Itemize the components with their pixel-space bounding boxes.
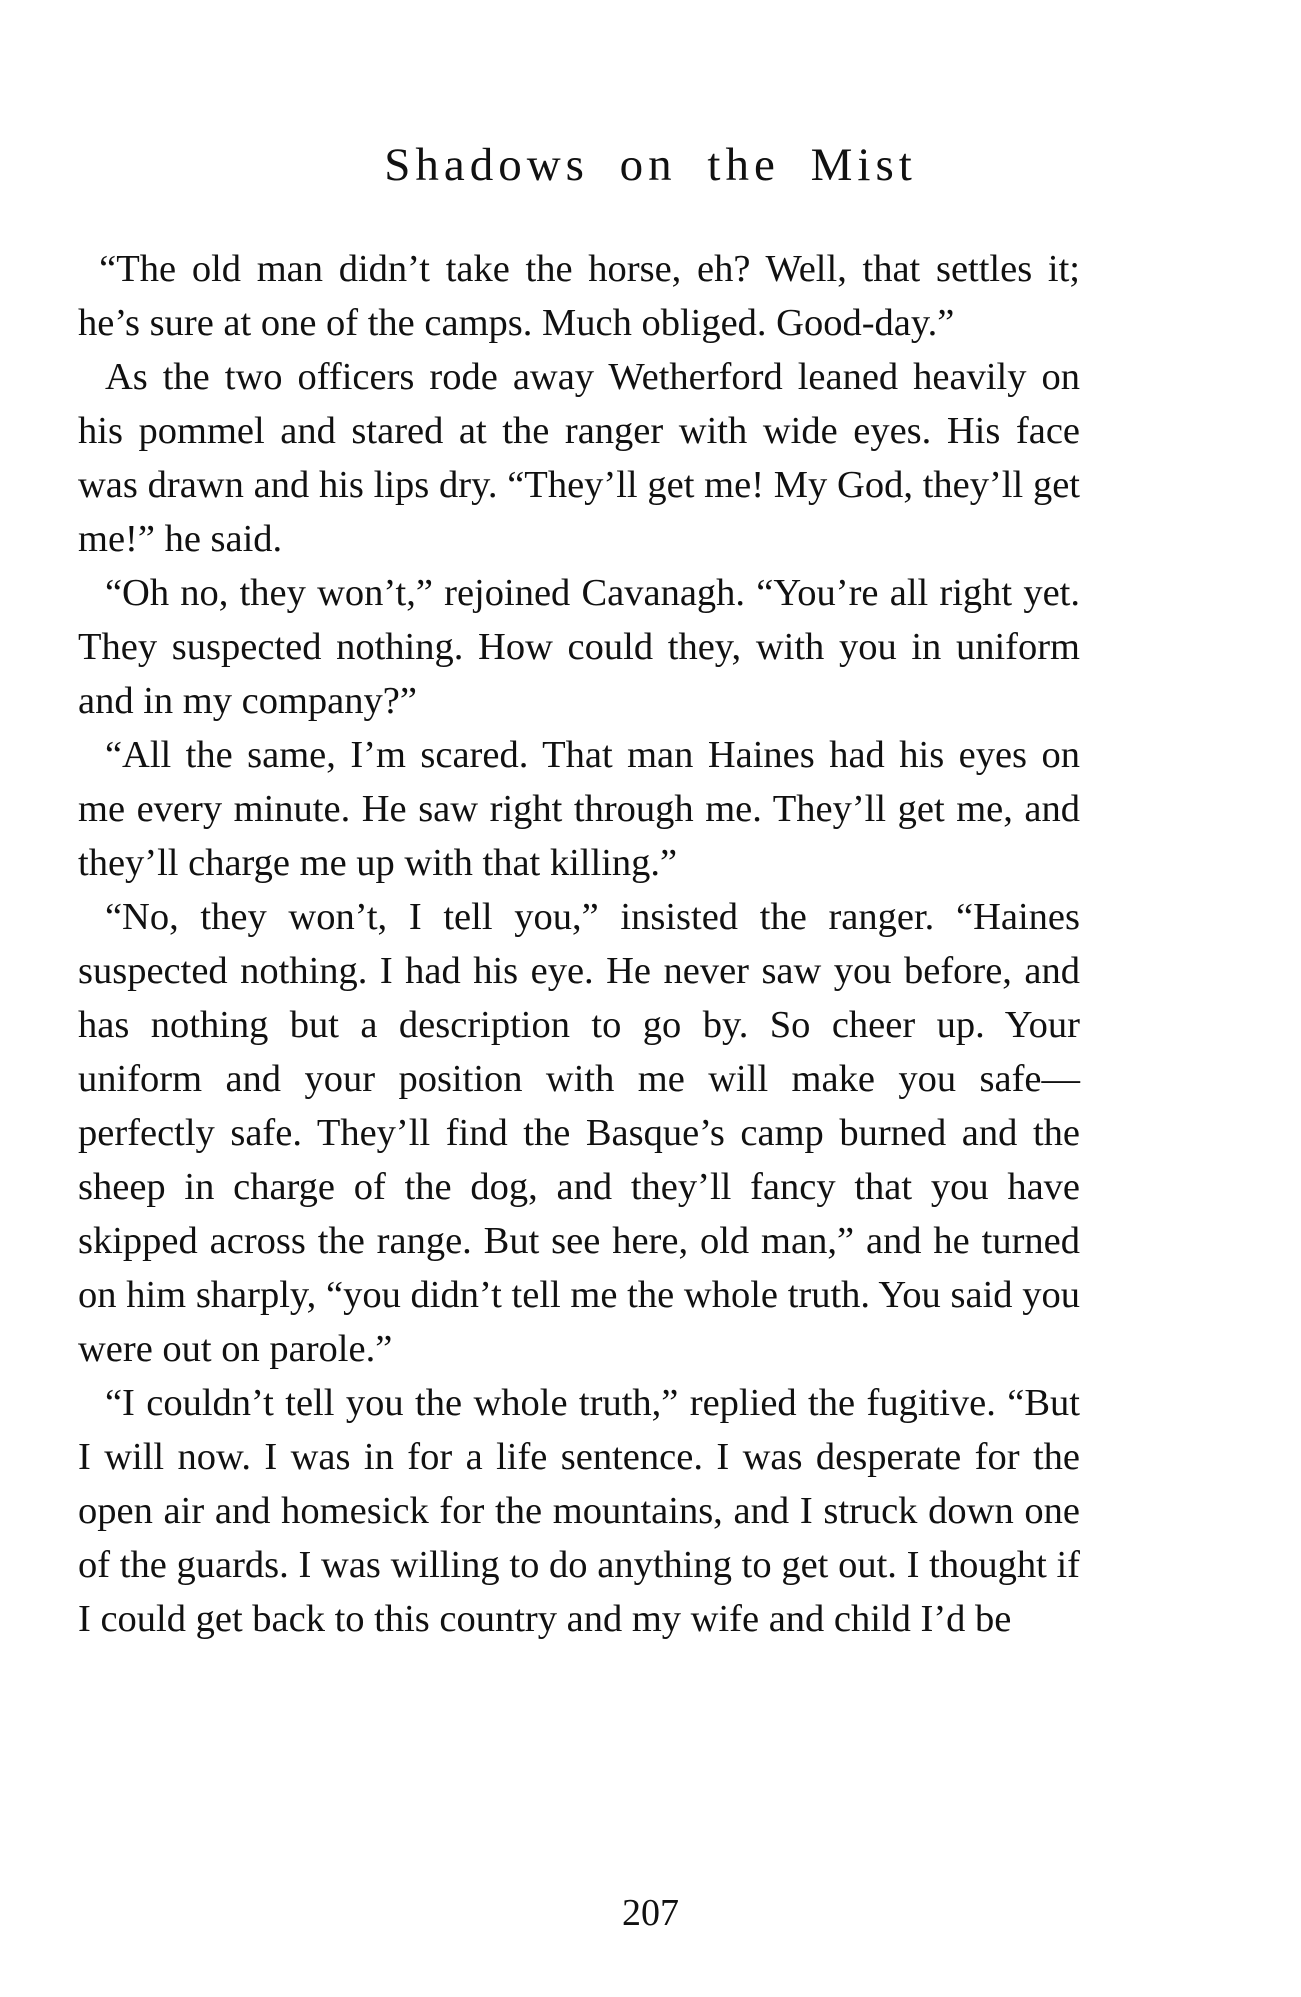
paragraph: “The old man didn’t take the horse, eh? Well, that settles it; he’s sure at one of the camps. Much obliged. Good-day.” bbox=[78, 248, 1080, 344]
page-number: 207 bbox=[622, 1892, 679, 1934]
paragraph: “No, they won’t, I tell you,” insisted the ranger. “Haines suspected nothing. I had his eye. He never saw you before, and has nothing but a description to go by. So cheer up. Your uniform and your position with me will make you safe—perfectly safe. They’ll find the Basque’s camp burned and the sheep in charge of the dog, and they’ll fancy that you have skipped across the range. But see here, old man,” and he turned on him sharply, “you didn’t tell me the whole truth. You said you were out on parole.” bbox=[78, 896, 1080, 1370]
paragraph: “All the same, I’m scared. That man Haines had his eyes on me every minute. He saw right through me. They’ll get me, and they’ll charge me up with that killing.” bbox=[78, 734, 1080, 884]
paragraph: “Oh no, they won’t,” rejoined Cavanagh. “You’re all right yet. They suspected nothing. How could they, with you in uniform and in my company?” bbox=[78, 572, 1080, 722]
body-text bbox=[78, 242, 1080, 1646]
paragraph: As the two officers rode away Wetherford leaned heavily on his pommel and stared at the ranger with wide eyes. His face was drawn and his lips dry. “They’ll get me! My God, they’ll get me!” he said. bbox=[78, 356, 1080, 560]
running-head: Shadows on the Mist bbox=[384, 139, 917, 191]
paragraph: “I couldn’t tell you the whole truth,” replied the fugitive. “But I will now. I was in for a life sentence. I was desperate for the open air and homesick for the mountains, and I struck down one of the guards. I was willing to do anything to get out. I thought if I could get back to this country and my wife and child I’d be bbox=[78, 1382, 1080, 1640]
